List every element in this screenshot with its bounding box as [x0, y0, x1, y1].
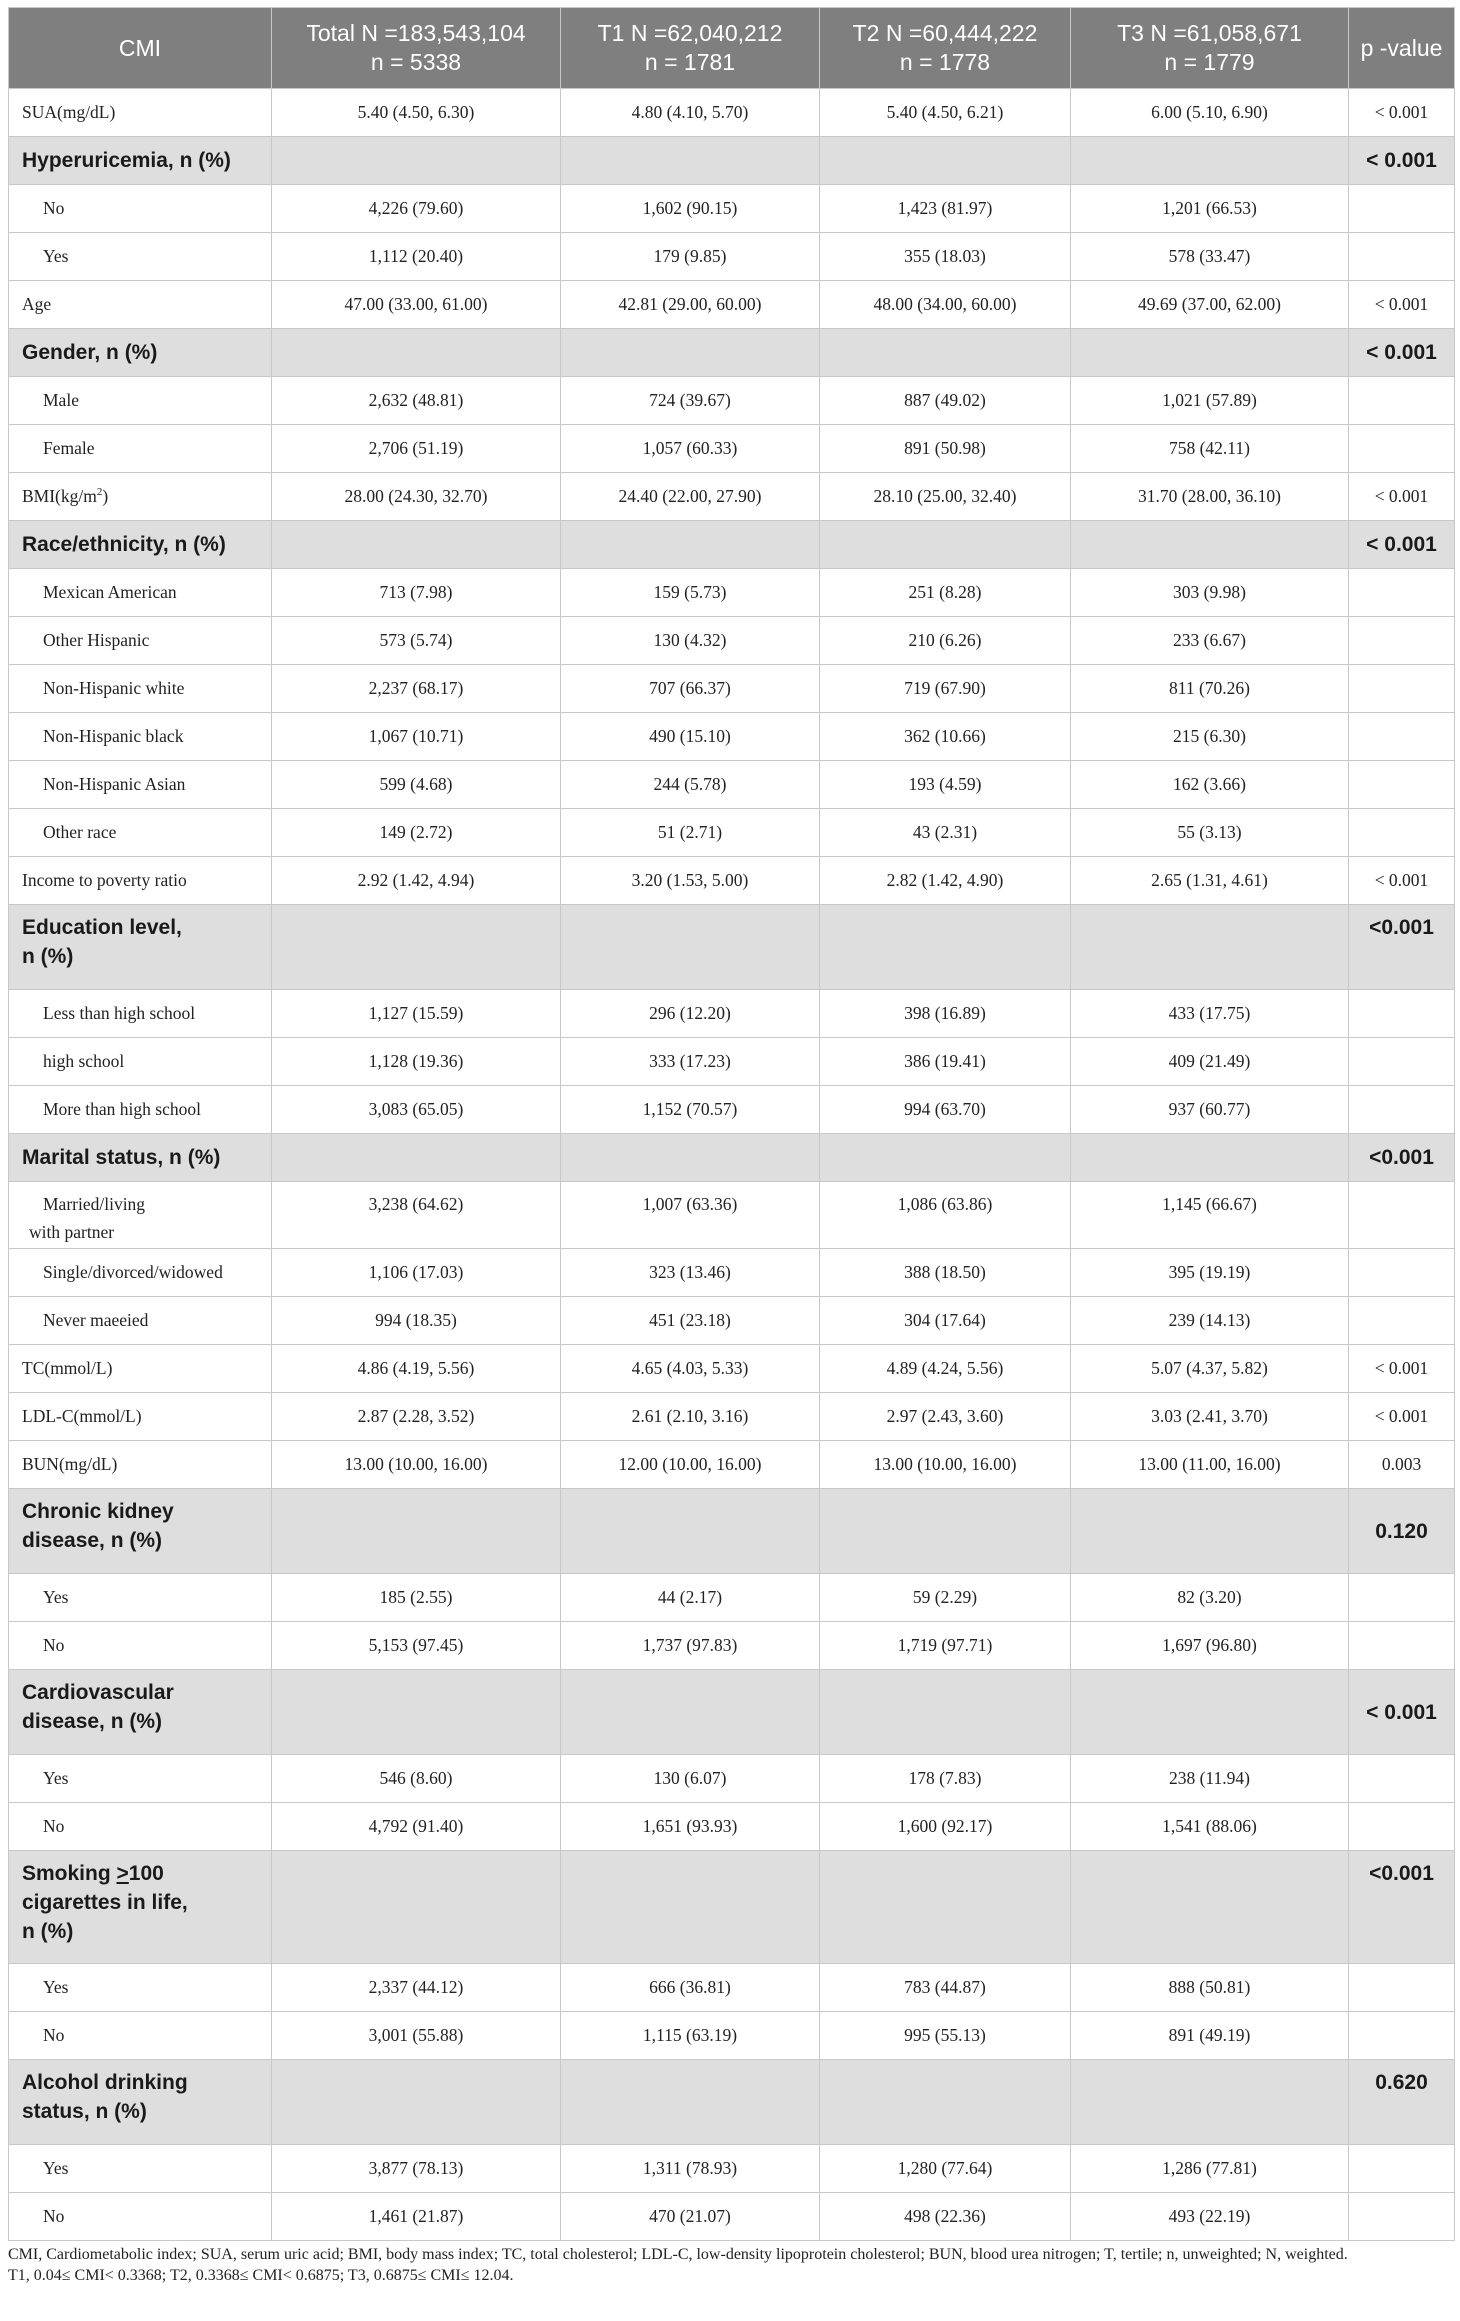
cell-total: 599 (4.68)	[272, 761, 561, 809]
row-label: SUA(mg/dL)	[9, 89, 272, 137]
cell-t2: 1,600 (92.17)	[820, 1803, 1071, 1851]
cell-t3: 1,541 (88.06)	[1071, 1803, 1349, 1851]
cell-t1: 179 (9.85)	[561, 233, 820, 281]
group-label: Smoking >100 cigarettes in life, n (%)	[9, 1851, 272, 1964]
cell-t2: 4.89 (4.24, 5.56)	[820, 1345, 1071, 1393]
table-row	[9, 809, 1455, 857]
cell-t1: 159 (5.73)	[561, 569, 820, 617]
cell-t3: 31.70 (28.00, 36.10)	[1071, 473, 1349, 521]
cell-total: 3,238 (64.62)	[272, 1182, 561, 1249]
cell-total: 185 (2.55)	[272, 1574, 561, 1622]
table-row	[9, 857, 1455, 905]
cell-t2: 5.40 (4.50, 6.21)	[820, 89, 1071, 137]
table-container	[8, 7, 1454, 2286]
cell-pvalue: < 0.001	[1349, 89, 1455, 137]
cell-t3: 49.69 (37.00, 62.00)	[1071, 281, 1349, 329]
table-row	[9, 185, 1455, 233]
cell-total: 573 (5.74)	[272, 617, 561, 665]
table-row	[9, 377, 1455, 425]
table-row	[9, 1393, 1455, 1441]
table-row	[9, 1086, 1455, 1134]
group-row	[9, 2060, 1455, 2145]
table-row	[9, 1574, 1455, 1622]
cell-total: 13.00 (10.00, 16.00)	[272, 1441, 561, 1489]
cell-t1: 1,057 (60.33)	[561, 425, 820, 473]
cell-t2: 28.10 (25.00, 32.40)	[820, 473, 1071, 521]
row-label: Income to poverty ratio	[9, 857, 272, 905]
group-label: Education level, n (%)	[9, 905, 272, 990]
header-t3: T3 N =61,058,671 n = 1779	[1071, 8, 1349, 89]
cell-t1: 296 (12.20)	[561, 990, 820, 1038]
cell-t3: 1,286 (77.81)	[1071, 2145, 1349, 2193]
cell-t2: 995 (55.13)	[820, 2012, 1071, 2060]
cell-t2: 13.00 (10.00, 16.00)	[820, 1441, 1071, 1489]
cell-t2: 783 (44.87)	[820, 1964, 1071, 2012]
cell-t1: 51 (2.71)	[561, 809, 820, 857]
row-label: Other race	[9, 809, 272, 857]
row-label: Non-Hispanic Asian	[9, 761, 272, 809]
cell-t2: 887 (49.02)	[820, 377, 1071, 425]
cell-pvalue: 0.003	[1349, 1441, 1455, 1489]
table-row	[9, 1038, 1455, 1086]
header-cmi: CMI	[9, 8, 272, 89]
cell-t3: 3.03 (2.41, 3.70)	[1071, 1393, 1349, 1441]
cell-total: 4,226 (79.60)	[272, 185, 561, 233]
cell-t3: 578 (33.47)	[1071, 233, 1349, 281]
cell-t2: 59 (2.29)	[820, 1574, 1071, 1622]
row-label: TC(mmol/L)	[9, 1345, 272, 1393]
row-label: No	[9, 1803, 272, 1851]
cell-t1: 470 (21.07)	[561, 2193, 820, 2241]
row-label: Married/living with partner	[9, 1182, 272, 1249]
cell-t2: 1,086 (63.86)	[820, 1182, 1071, 1249]
group-row	[9, 1851, 1455, 1964]
cell-t3: 1,145 (66.67)	[1071, 1182, 1349, 1249]
table-row	[9, 233, 1455, 281]
cell-total: 3,877 (78.13)	[272, 2145, 561, 2193]
cell-pvalue: < 0.001	[1349, 473, 1455, 521]
cell-t3: 82 (3.20)	[1071, 1574, 1349, 1622]
cell-pvalue: < 0.001	[1349, 137, 1455, 185]
header-pvalue: p -value	[1349, 8, 1455, 89]
cell-t1: 44 (2.17)	[561, 1574, 820, 1622]
cell-total: 5.40 (4.50, 6.30)	[272, 89, 561, 137]
row-label: No	[9, 2012, 272, 2060]
row-label: LDL-C(mmol/L)	[9, 1393, 272, 1441]
table-row	[9, 1249, 1455, 1297]
row-label: Female	[9, 425, 272, 473]
cell-total: 3,001 (55.88)	[272, 2012, 561, 2060]
cell-t2: 178 (7.83)	[820, 1755, 1071, 1803]
cell-total: 2.92 (1.42, 4.94)	[272, 857, 561, 905]
cell-t3: 162 (3.66)	[1071, 761, 1349, 809]
cell-total: 1,461 (21.87)	[272, 2193, 561, 2241]
cell-t3: 239 (14.13)	[1071, 1297, 1349, 1345]
table-row	[9, 713, 1455, 761]
cell-t1: 1,602 (90.15)	[561, 185, 820, 233]
cell-pvalue: 0.120	[1349, 1489, 1455, 1574]
footnote-tertiles: T1, 0.04≤ CMI< 0.3368; T2, 0.3368≤ CMI< 0.6875; T3, 0.6875≤ CMI≤ 12.04.	[8, 2267, 514, 2284]
table-row	[9, 617, 1455, 665]
cell-t3: 493 (22.19)	[1071, 2193, 1349, 2241]
cell-t2: 193 (4.59)	[820, 761, 1071, 809]
cell-total: 47.00 (33.00, 61.00)	[272, 281, 561, 329]
group-label: Race/ethnicity, n (%)	[9, 521, 272, 569]
cell-total: 1,106 (17.03)	[272, 1249, 561, 1297]
table-row	[9, 1345, 1455, 1393]
cell-total: 4,792 (91.40)	[272, 1803, 561, 1851]
cell-t1: 4.80 (4.10, 5.70)	[561, 89, 820, 137]
cell-t3: 888 (50.81)	[1071, 1964, 1349, 2012]
row-label: More than high school	[9, 1086, 272, 1134]
group-row	[9, 1670, 1455, 1755]
table-row	[9, 2145, 1455, 2193]
row-label: BUN(mg/dL)	[9, 1441, 272, 1489]
cell-t3: 215 (6.30)	[1071, 713, 1349, 761]
cell-total: 1,067 (10.71)	[272, 713, 561, 761]
row-label: Yes	[9, 1964, 272, 2012]
row-label: Yes	[9, 233, 272, 281]
table-row	[9, 1622, 1455, 1670]
cell-t3: 5.07 (4.37, 5.82)	[1071, 1345, 1349, 1393]
cell-total: 2,237 (68.17)	[272, 665, 561, 713]
table-row	[9, 89, 1455, 137]
table-row	[9, 569, 1455, 617]
row-label: Yes	[9, 1574, 272, 1622]
cell-t3: 395 (19.19)	[1071, 1249, 1349, 1297]
cell-t2: 43 (2.31)	[820, 809, 1071, 857]
group-row	[9, 1489, 1455, 1574]
cell-t2: 2.82 (1.42, 4.90)	[820, 857, 1071, 905]
table-row	[9, 425, 1455, 473]
cell-t1: 451 (23.18)	[561, 1297, 820, 1345]
group-row	[9, 1134, 1455, 1182]
table-row	[9, 1441, 1455, 1489]
table-row	[9, 2012, 1455, 2060]
header-t2: T2 N =60,444,222 n = 1778	[820, 8, 1071, 89]
group-label: Chronic kidney disease, n (%)	[9, 1489, 272, 1574]
group-row	[9, 329, 1455, 377]
cell-pvalue: < 0.001	[1349, 857, 1455, 905]
cell-t2: 210 (6.26)	[820, 617, 1071, 665]
footnote-abbreviations: CMI, Cardiometabolic index; SUA, serum uric acid; BMI, body mass index; TC, total cholesterol; LDL-C, low-density lipoprotein cholesterol; BUN, blood urea nitrogen; T, tertile; n, unweighted; N, weighted.	[8, 2246, 1348, 2263]
cell-total: 994 (18.35)	[272, 1297, 561, 1345]
cell-t3: 937 (60.77)	[1071, 1086, 1349, 1134]
cell-total: 2.87 (2.28, 3.52)	[272, 1393, 561, 1441]
row-label: Yes	[9, 2145, 272, 2193]
cell-t3: 409 (21.49)	[1071, 1038, 1349, 1086]
cell-t1: 2.61 (2.10, 3.16)	[561, 1393, 820, 1441]
cell-total: 2,632 (48.81)	[272, 377, 561, 425]
cell-t1: 1,651 (93.93)	[561, 1803, 820, 1851]
cell-t3: 758 (42.11)	[1071, 425, 1349, 473]
cell-t2: 398 (16.89)	[820, 990, 1071, 1038]
table-row	[9, 665, 1455, 713]
cell-pvalue: < 0.001	[1349, 281, 1455, 329]
row-label: $BMI(kg/m^2)$	[9, 473, 272, 521]
cell-t2: 1,423 (81.97)	[820, 185, 1071, 233]
cell-t2: 1,719 (97.71)	[820, 1622, 1071, 1670]
cell-pvalue: <0.001	[1349, 1134, 1455, 1182]
table-row	[9, 1182, 1455, 1249]
group-row	[9, 137, 1455, 185]
row-label: No	[9, 1622, 272, 1670]
cell-pvalue: < 0.001	[1349, 1670, 1455, 1755]
cell-total: 3,083 (65.05)	[272, 1086, 561, 1134]
row-label: high school	[9, 1038, 272, 1086]
cell-t1: 333 (17.23)	[561, 1038, 820, 1086]
cell-t3: 13.00 (11.00, 16.00)	[1071, 1441, 1349, 1489]
cell-t1: 130 (6.07)	[561, 1755, 820, 1803]
cell-t3: 238 (11.94)	[1071, 1755, 1349, 1803]
cell-t3: 233 (6.67)	[1071, 617, 1349, 665]
cell-pvalue: <0.001	[1349, 1851, 1455, 1964]
group-label: Hyperuricemia, n (%)	[9, 137, 272, 185]
table-row	[9, 1803, 1455, 1851]
group-label: Marital status, n (%)	[9, 1134, 272, 1182]
cell-pvalue: < 0.001	[1349, 1393, 1455, 1441]
table-row	[9, 1297, 1455, 1345]
group-row	[9, 521, 1455, 569]
cell-total: 5,153 (97.45)	[272, 1622, 561, 1670]
cell-t3: 433 (17.75)	[1071, 990, 1349, 1038]
row-label: Male	[9, 377, 272, 425]
cell-total: 2,706 (51.19)	[272, 425, 561, 473]
group-row	[9, 905, 1455, 990]
cell-t1: 707 (66.37)	[561, 665, 820, 713]
group-label: Alcohol drinking status, n (%)	[9, 2060, 272, 2145]
cell-t3: 891 (49.19)	[1071, 2012, 1349, 2060]
cell-t1: 24.40 (22.00, 27.90)	[561, 473, 820, 521]
row-label: Less than high school	[9, 990, 272, 1038]
cell-t1: 1,152 (70.57)	[561, 1086, 820, 1134]
cell-t3: 2.65 (1.31, 4.61)	[1071, 857, 1349, 905]
cell-total: 1,112 (20.40)	[272, 233, 561, 281]
row-label: Mexican American	[9, 569, 272, 617]
cell-t2: 48.00 (34.00, 60.00)	[820, 281, 1071, 329]
row-label: Other Hispanic	[9, 617, 272, 665]
cell-pvalue: < 0.001	[1349, 1345, 1455, 1393]
row-label: Never maeeied	[9, 1297, 272, 1345]
cell-t3: 6.00 (5.10, 6.90)	[1071, 89, 1349, 137]
cell-t2: 386 (19.41)	[820, 1038, 1071, 1086]
row-label: No	[9, 185, 272, 233]
cell-t1: 130 (4.32)	[561, 617, 820, 665]
row-label: Non-Hispanic black	[9, 713, 272, 761]
table-row	[9, 1964, 1455, 2012]
table-row	[9, 990, 1455, 1038]
row-label: No	[9, 2193, 272, 2241]
cell-t2: 891 (50.98)	[820, 425, 1071, 473]
cell-t1: 323 (13.46)	[561, 1249, 820, 1297]
cell-t2: 355 (18.03)	[820, 233, 1071, 281]
cell-pvalue: < 0.001	[1349, 329, 1455, 377]
cell-pvalue: <0.001	[1349, 905, 1455, 990]
cell-t1: 1,737 (97.83)	[561, 1622, 820, 1670]
cell-total: 1,128 (19.36)	[272, 1038, 561, 1086]
cell-t3: 1,021 (57.89)	[1071, 377, 1349, 425]
table-row	[9, 761, 1455, 809]
cell-total: 1,127 (15.59)	[272, 990, 561, 1038]
cell-t1: 244 (5.78)	[561, 761, 820, 809]
cell-total: 149 (2.72)	[272, 809, 561, 857]
table-row	[9, 2193, 1455, 2241]
row-label: Yes	[9, 1755, 272, 1803]
table-header-row	[9, 8, 1455, 89]
row-label: Single/divorced/widowed	[9, 1249, 272, 1297]
row-label: Non-Hispanic white	[9, 665, 272, 713]
cell-t2: 388 (18.50)	[820, 1249, 1071, 1297]
cell-t2: 1,280 (77.64)	[820, 2145, 1071, 2193]
cell-t1: 3.20 (1.53, 5.00)	[561, 857, 820, 905]
cell-pvalue: < 0.001	[1349, 521, 1455, 569]
cell-t3: 1,201 (66.53)	[1071, 185, 1349, 233]
baseline-characteristics-table	[8, 7, 1455, 2241]
cell-total: 2,337 (44.12)	[272, 1964, 561, 2012]
cell-t1: 1,115 (63.19)	[561, 2012, 820, 2060]
cell-t2: 251 (8.28)	[820, 569, 1071, 617]
table-footnotes	[8, 2244, 1454, 2286]
group-label: Cardiovascular disease, n (%)	[9, 1670, 272, 1755]
cell-t1: 4.65 (4.03, 5.33)	[561, 1345, 820, 1393]
cell-t2: 2.97 (2.43, 3.60)	[820, 1393, 1071, 1441]
group-label: Gender, n (%)	[9, 329, 272, 377]
cell-t1: 12.00 (10.00, 16.00)	[561, 1441, 820, 1489]
cell-t3: 303 (9.98)	[1071, 569, 1349, 617]
cell-total: 28.00 (24.30, 32.70)	[272, 473, 561, 521]
header-t1: T1 N =62,040,212 n = 1781	[561, 8, 820, 89]
cell-t1: 42.81 (29.00, 60.00)	[561, 281, 820, 329]
header-total: Total N =183,543,104 n = 5338	[272, 8, 561, 89]
table-row	[9, 1755, 1455, 1803]
cell-t2: 304 (17.64)	[820, 1297, 1071, 1345]
cell-pvalue: 0.620	[1349, 2060, 1455, 2145]
cell-t2: 362 (10.66)	[820, 713, 1071, 761]
cell-t3: 1,697 (96.80)	[1071, 1622, 1349, 1670]
cell-t1: 1,311 (78.93)	[561, 2145, 820, 2193]
cell-total: 546 (8.60)	[272, 1755, 561, 1803]
row-label: Age	[9, 281, 272, 329]
cell-t3: 811 (70.26)	[1071, 665, 1349, 713]
cell-t1: 666 (36.81)	[561, 1964, 820, 2012]
cell-total: 4.86 (4.19, 5.56)	[272, 1345, 561, 1393]
cell-t1: 490 (15.10)	[561, 713, 820, 761]
cell-t2: 994 (63.70)	[820, 1086, 1071, 1134]
cell-t1: 724 (39.67)	[561, 377, 820, 425]
table-row	[9, 473, 1455, 521]
cell-total: 713 (7.98)	[272, 569, 561, 617]
cell-t3: 55 (3.13)	[1071, 809, 1349, 857]
cell-t1: 1,007 (63.36)	[561, 1182, 820, 1249]
cell-t2: 498 (22.36)	[820, 2193, 1071, 2241]
cell-t2: 719 (67.90)	[820, 665, 1071, 713]
table-row	[9, 281, 1455, 329]
